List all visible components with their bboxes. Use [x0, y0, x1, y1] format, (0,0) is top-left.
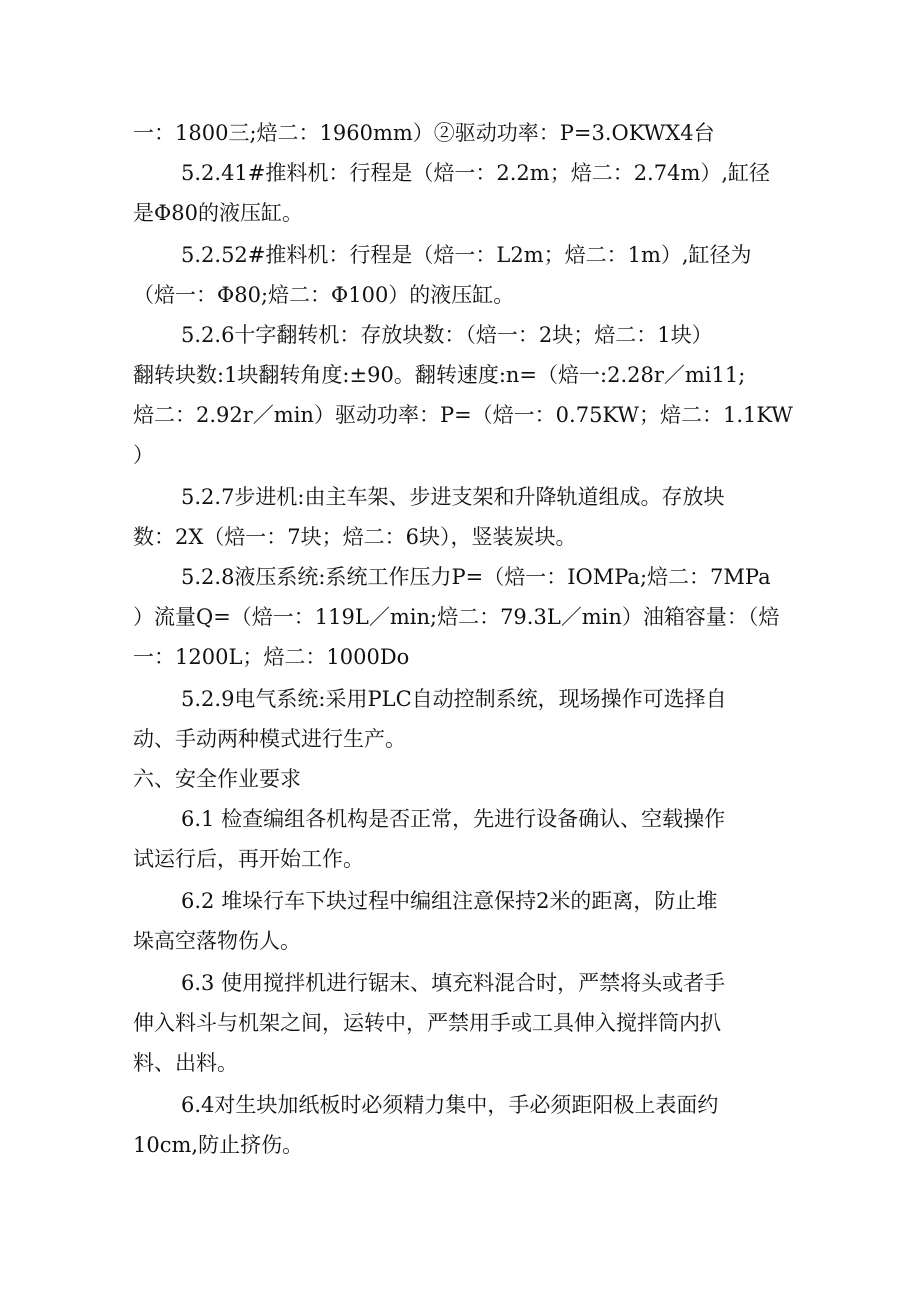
text-line: 6.2 堆垛行车下块过程中编组注意保持2米的距离，防止堆 [181, 889, 718, 913]
text-line: 6.3 使用搅拌机进行锯末、填充料混合时，严禁将头或者手 [181, 971, 726, 995]
text-line: 动、手动两种模式进行生产。 [133, 727, 406, 751]
text-line: 数：2X（焙一：7块；焙二：6块），竖装炭块。 [133, 525, 577, 549]
text-line: 10cm,防止挤伤。 [133, 1133, 304, 1157]
text-line: 料、出料。 [133, 1051, 238, 1075]
text-line: （焙一：Φ80;焙二：Φ100）的液压缸。 [133, 283, 515, 307]
section-heading: 六、安全作业要求 [133, 767, 301, 791]
text-line: ） [133, 443, 154, 467]
text-line: 5.2.9电气系统:采用PLC自动控制系统，现场操作可选择自 [181, 687, 727, 711]
text-line: 垛高空落物伤人。 [133, 929, 301, 953]
text-line: 是Φ80的液压缸。 [133, 201, 303, 225]
text-line: 5.2.52#推料机：行程是（焙一：L2m；焙二：1m）,缸径为 [181, 243, 752, 267]
text-line: 6.1 检查编组各机构是否正常，先进行设备确认、空载操作 [181, 807, 726, 831]
text-line: 6.4对生块加纸板时必须精力集中，手必须距阳极上表面约 [181, 1093, 719, 1117]
text-line: 焙二：2.92r／min）驱动功率：P=（焙一：0.75KW；焙二：1.1KW [133, 403, 793, 427]
text-line: 试运行后，再开始工作。 [133, 847, 364, 871]
text-line: 翻转块数:1块翻转角度:±90。翻转速度:n=（焙一:2.28r／mi11; [133, 363, 746, 387]
text-line: 5.2.7步进机:由主车架、步进支架和升降轨道组成。存放块 [181, 485, 725, 509]
text-line: 一：1800三;焙二：1960mm）②驱动功率：P=3.OKWX4台 [133, 121, 715, 145]
text-line: ）流量Q=（焙一：119L／min;焙二：79.3L／min）油箱容量：（焙 [133, 605, 780, 629]
text-line: 伸入料斗与机架之间，运转中，严禁用手或工具伸入搅拌筒内扒 [133, 1011, 721, 1035]
text-line: 5.2.8液压系统:系统工作压力P=（焙一：IOMPa;焙二：7MPa [181, 565, 771, 589]
text-line: 5.2.41#推料机：行程是（焙一：2.2m；焙二：2.74m）,缸径 [181, 161, 771, 185]
text-line: 一：1200L；焙二：1000Do [133, 645, 410, 669]
text-line: 5.2.6十字翻转机：存放块数：（焙一：2块；焙二：1块） [181, 323, 713, 347]
